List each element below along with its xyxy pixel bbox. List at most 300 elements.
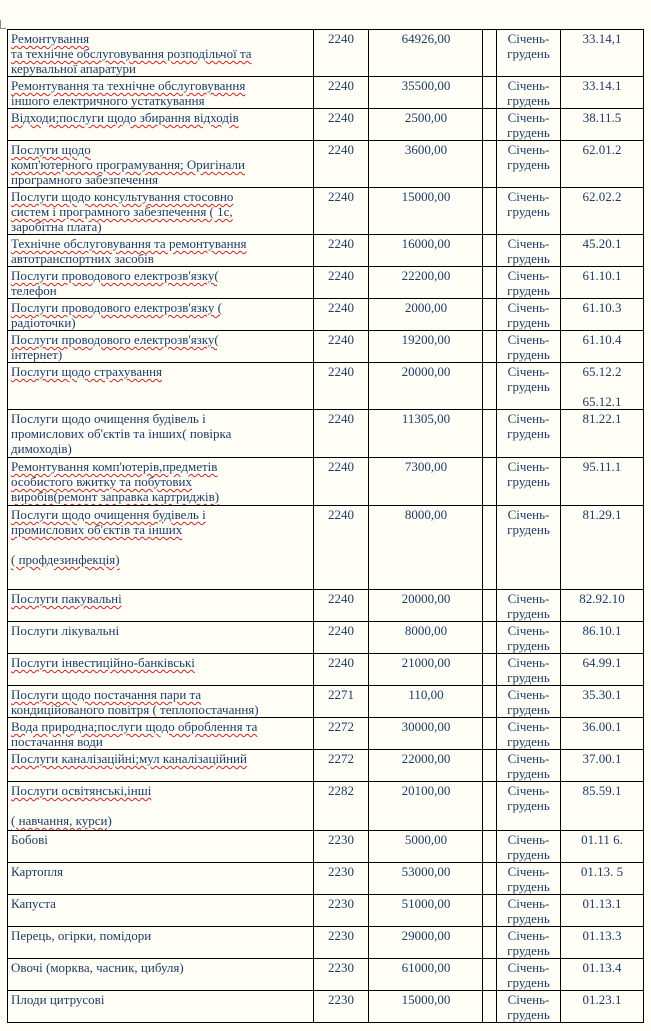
- period-cell-line: грудень: [507, 638, 550, 653]
- period-cell-line: грудень: [507, 93, 550, 108]
- empty-cell: [483, 363, 496, 410]
- item-name-cell: [8, 590, 314, 622]
- period-cell-line: Січень-: [507, 411, 550, 426]
- kekv-code-cell: 2240: [313, 458, 369, 506]
- empty-cell: [483, 782, 496, 831]
- kekv-code-cell: 2282: [313, 782, 369, 831]
- amount-cell: 11305,00: [369, 410, 483, 458]
- table-row: [8, 718, 644, 750]
- period-cell-line: Січень-: [507, 189, 550, 204]
- kekv-code-cell: 2240: [313, 267, 369, 299]
- item-name-cell-line: Послуги щодо страхування: [11, 364, 163, 379]
- item-name-cell-line: [11, 798, 310, 813]
- amount-cell: 22000,00: [369, 750, 483, 782]
- table-row: [8, 506, 644, 590]
- empty-cell: [483, 235, 496, 267]
- amount-cell: 22200,00: [369, 267, 483, 299]
- item-name-cell-line: Послуги інвестиційно-банківські: [11, 655, 195, 670]
- period-cell-line: Січень-: [507, 783, 550, 798]
- amount-cell: 35500,00: [369, 77, 483, 109]
- table-row: [8, 590, 644, 622]
- kekv-code-cell: 2240: [313, 109, 369, 141]
- period-cell-line: Січень-: [507, 31, 550, 46]
- table-row: [8, 959, 644, 991]
- item-name-cell-line: Послуги проводового електрозв'язку (: [11, 300, 223, 315]
- empty-cell: [483, 686, 496, 718]
- period-cell: [496, 458, 560, 506]
- period-cell: [496, 590, 560, 622]
- classifier-code-cell-line: [564, 379, 640, 394]
- amount-cell: 2000,00: [369, 299, 483, 331]
- period-cell-line: Січень-: [507, 960, 550, 975]
- table-row: [8, 77, 644, 109]
- classifier-code-cell-line: 36.00.1: [582, 719, 622, 734]
- classifier-code-cell: [561, 927, 644, 959]
- period-cell: [496, 141, 560, 188]
- item-name-cell: [8, 959, 314, 991]
- classifier-code-cell: [561, 750, 644, 782]
- kekv-code-cell: 2240: [313, 188, 369, 235]
- period-cell-line: грудень: [507, 1007, 550, 1022]
- table-row: [8, 331, 644, 363]
- kekv-code-cell: 2230: [313, 831, 369, 863]
- table-row: [8, 235, 644, 267]
- period-cell: [496, 991, 560, 1023]
- kekv-code-cell: 2240: [313, 590, 369, 622]
- period-cell: [496, 622, 560, 654]
- kekv-code-cell: 2240: [313, 506, 369, 590]
- item-name-cell: [8, 30, 314, 77]
- item-name-cell: [8, 299, 314, 331]
- item-name-cell-line: програмного забезпечення: [11, 172, 159, 187]
- classifier-code-cell-line: 01.13.1: [582, 896, 622, 911]
- empty-cell: [483, 299, 496, 331]
- period-cell-line: Січень-: [507, 751, 550, 766]
- kekv-code-cell: 2230: [313, 863, 369, 895]
- item-name-cell: [8, 458, 314, 506]
- kekv-code-cell: 2230: [313, 991, 369, 1023]
- classifier-code-cell: [561, 141, 644, 188]
- period-cell-line: грудень: [507, 474, 550, 489]
- amount-cell: 8000,00: [369, 506, 483, 590]
- item-name-cell-line: телефон: [11, 283, 57, 298]
- kekv-code-cell: 2240: [313, 235, 369, 267]
- amount-cell: 29000,00: [369, 927, 483, 959]
- table-row: [8, 927, 644, 959]
- item-name-cell: [8, 622, 314, 654]
- empty-cell: [483, 410, 496, 458]
- amount-cell: 7300,00: [369, 458, 483, 506]
- item-name-cell-line: Картопля: [11, 864, 64, 879]
- item-name-cell-line: димоходів): [11, 441, 72, 456]
- item-name-cell-line: Послуги лікувальні: [11, 623, 120, 638]
- empty-cell: [483, 77, 496, 109]
- amount-cell: 20000,00: [369, 590, 483, 622]
- classifier-code-cell-line: 62.01.2: [582, 142, 622, 157]
- item-name-cell-line: [11, 537, 310, 552]
- period-cell-line: Січень-: [507, 364, 550, 379]
- kekv-code-cell: 2240: [313, 77, 369, 109]
- empty-cell: [483, 718, 496, 750]
- table-row: [8, 267, 644, 299]
- classifier-code-cell: [561, 458, 644, 506]
- period-cell-line: грудень: [507, 766, 550, 781]
- period-cell-line: Січень-: [507, 268, 550, 283]
- table-row: [8, 410, 644, 458]
- classifier-code-cell: [561, 299, 644, 331]
- item-name-cell: [8, 863, 314, 895]
- item-name-cell-line: Послуги щодо постачання пари та: [11, 687, 202, 702]
- kekv-code-cell: 2240: [313, 299, 369, 331]
- amount-cell: 21000,00: [369, 654, 483, 686]
- period-cell: [496, 686, 560, 718]
- classifier-code-cell-line: 33.14.1: [582, 78, 622, 93]
- table-row: [8, 363, 644, 410]
- empty-cell: [483, 750, 496, 782]
- kekv-code-cell: 2272: [313, 750, 369, 782]
- classifier-code-cell-line: 01.13.4: [582, 960, 622, 975]
- item-name-cell-line: автотранспортних засобів: [11, 251, 154, 266]
- item-name-cell-line: Перець, огірки, помідори: [11, 928, 152, 943]
- empty-cell: [483, 590, 496, 622]
- empty-cell: [483, 622, 496, 654]
- period-cell-line: грудень: [507, 975, 550, 990]
- period-cell: [496, 654, 560, 686]
- classifier-code-cell: [561, 30, 644, 77]
- classifier-code-cell-line: 45.20.1: [582, 236, 622, 251]
- amount-cell: 20000,00: [369, 363, 483, 410]
- classifier-code-cell-line: 65.12.2: [582, 364, 622, 379]
- classifier-code-cell: [561, 363, 644, 410]
- period-cell-line: грудень: [507, 204, 550, 219]
- classifier-code-cell-line: 01.13.3: [582, 928, 622, 943]
- classifier-code-cell: [561, 267, 644, 299]
- period-cell-line: Січень-: [507, 110, 550, 125]
- item-name-cell-line: Ремонтування та технічне обслуговування: [11, 78, 246, 93]
- item-name-cell: [8, 235, 314, 267]
- item-name-cell: [8, 718, 314, 750]
- table-row: [8, 299, 644, 331]
- kekv-code-cell: 2240: [313, 141, 369, 188]
- classifier-code-cell-line: 62.02.2: [582, 189, 622, 204]
- item-name-cell: [8, 267, 314, 299]
- period-cell: [496, 895, 560, 927]
- item-name-cell-line: Послуги проводового електрозв'язку(: [11, 332, 219, 347]
- table-row: [8, 141, 644, 188]
- period-cell: [496, 750, 560, 782]
- kekv-code-cell: 2240: [313, 30, 369, 77]
- item-name-cell-line: Ремонтування комп'ютерів,предметів: [11, 459, 218, 474]
- amount-cell: 53000,00: [369, 863, 483, 895]
- item-name-cell-line: Послуги каналізаційні;мул каналізаційний: [11, 751, 247, 766]
- kekv-code-cell: 2240: [313, 331, 369, 363]
- period-cell: [496, 831, 560, 863]
- item-name-cell: [8, 654, 314, 686]
- kekv-code-cell: 2272: [313, 718, 369, 750]
- table-row: [8, 30, 644, 77]
- period-cell: [496, 718, 560, 750]
- item-name-cell-line: систем і програмного забезпечення ( 1с,: [11, 204, 233, 219]
- item-name-cell: [8, 895, 314, 927]
- empty-cell: [483, 863, 496, 895]
- item-name-cell-line: радіоточки): [11, 315, 76, 330]
- period-cell: [496, 30, 560, 77]
- item-name-cell: [8, 831, 314, 863]
- item-name-cell-line: промислових об'єктів та інших: [11, 522, 183, 537]
- period-cell-line: Січень-: [507, 78, 550, 93]
- period-cell-line: грудень: [507, 157, 550, 172]
- amount-cell: 16000,00: [369, 235, 483, 267]
- classifier-code-cell-line: 01.11 6.: [581, 832, 623, 847]
- period-cell-line: грудень: [507, 879, 550, 894]
- amount-cell: 110,00: [369, 686, 483, 718]
- table-row: [8, 654, 644, 686]
- period-cell-line: грудень: [507, 379, 550, 394]
- table-row: [8, 686, 644, 718]
- margin-corner-mark: [0, 20, 6, 29]
- item-name-cell-line: Послуги щодо консультування стосовно: [11, 189, 234, 204]
- kekv-code-cell: 2230: [313, 959, 369, 991]
- classifier-code-cell: [561, 506, 644, 590]
- period-cell-line: Січень-: [507, 655, 550, 670]
- item-name-cell-line: та технічне обслуговування розподільчої та: [11, 46, 252, 61]
- period-cell-line: грудень: [507, 315, 550, 330]
- empty-cell: [483, 831, 496, 863]
- table-row: [8, 991, 644, 1023]
- empty-cell: [483, 331, 496, 363]
- table-row: [8, 109, 644, 141]
- period-cell-line: Січень-: [507, 236, 550, 251]
- classifier-code-cell-line: 81.29.1: [582, 507, 622, 522]
- period-cell: [496, 506, 560, 590]
- item-name-cell-line: Послуги пакувальні: [11, 591, 122, 606]
- item-name-cell-line: Технічне обслуговування та ремонтування: [11, 236, 247, 251]
- classifier-code-cell: [561, 991, 644, 1023]
- item-name-cell-line: Послуги освітянські,інші: [11, 783, 152, 798]
- item-name-cell: [8, 141, 314, 188]
- item-name-cell-line: Вода природна;послуги щодо оброблення та: [11, 719, 258, 734]
- item-name-cell: [8, 991, 314, 1023]
- amount-cell: 19200,00: [369, 331, 483, 363]
- classifier-code-cell: [561, 831, 644, 863]
- period-cell-line: Січень-: [507, 591, 550, 606]
- period-cell: [496, 782, 560, 831]
- item-name-cell-line: ( профдезинфекція): [11, 552, 120, 567]
- period-cell-line: Січень-: [507, 300, 550, 315]
- period-cell-line: грудень: [507, 798, 550, 813]
- table-row: [8, 188, 644, 235]
- period-cell: [496, 410, 560, 458]
- kekv-code-cell: 2240: [313, 654, 369, 686]
- item-name-cell-line: інтернет): [11, 347, 63, 362]
- item-name-cell-line: іншого електричного устаткування: [11, 93, 205, 108]
- item-name-cell: [8, 750, 314, 782]
- classifier-code-cell-line: 33.14,1: [582, 31, 622, 46]
- amount-cell: 30000,00: [369, 718, 483, 750]
- empty-cell: [483, 991, 496, 1023]
- period-cell-line: грудень: [507, 426, 550, 441]
- classifier-code-cell: [561, 590, 644, 622]
- item-name-cell: [8, 927, 314, 959]
- classifier-code-cell: [561, 654, 644, 686]
- item-name-cell-line: постачання води: [11, 734, 103, 749]
- item-name-cell: [8, 363, 314, 410]
- period-cell-line: грудень: [507, 46, 550, 61]
- item-name-cell-line: Послуги щодо очищення будівель і: [11, 411, 206, 426]
- item-name-cell: [8, 331, 314, 363]
- period-cell-line: грудень: [507, 522, 550, 537]
- empty-cell: [483, 959, 496, 991]
- classifier-code-cell-line: 61.10.3: [582, 300, 622, 315]
- item-name-cell-line: Капуста: [11, 896, 56, 911]
- item-name-cell-line: Послуги проводового електрозв'язку(: [11, 268, 219, 283]
- period-cell-line: Січень-: [507, 332, 550, 347]
- period-cell: [496, 863, 560, 895]
- period-cell-line: грудень: [507, 606, 550, 621]
- period-cell: [496, 77, 560, 109]
- classifier-code-cell-line: 01.23.1: [582, 992, 622, 1007]
- table-row: [8, 782, 644, 831]
- period-cell-line: грудень: [507, 911, 550, 926]
- period-cell-line: Січень-: [507, 142, 550, 157]
- period-cell-line: Січень-: [507, 623, 550, 638]
- item-name-cell-line: Послуги щодо очищення будівель і: [11, 507, 206, 522]
- table-row: [8, 831, 644, 863]
- item-name-cell-line: [11, 567, 310, 582]
- amount-cell: 51000,00: [369, 895, 483, 927]
- amount-cell: 64926,00: [369, 30, 483, 77]
- amount-cell: 8000,00: [369, 622, 483, 654]
- empty-cell: [483, 927, 496, 959]
- item-name-cell: [8, 686, 314, 718]
- item-name-cell: [8, 109, 314, 141]
- classifier-code-cell-line: 61.10.1: [582, 268, 622, 283]
- item-name-cell-line: Послуги щодо: [11, 142, 91, 157]
- classifier-code-cell: [561, 331, 644, 363]
- period-cell-line: грудень: [507, 734, 550, 749]
- classifier-code-cell-line: 85.59.1: [582, 783, 622, 798]
- classifier-code-cell: [561, 622, 644, 654]
- empty-cell: [483, 895, 496, 927]
- empty-cell: [483, 267, 496, 299]
- period-cell: [496, 267, 560, 299]
- classifier-code-cell: [561, 782, 644, 831]
- amount-cell: 61000,00: [369, 959, 483, 991]
- period-cell-line: Січень-: [507, 992, 550, 1007]
- item-name-cell-line: Плоди цитрусові: [11, 992, 105, 1007]
- classifier-code-cell-line: 01.13. 5: [580, 864, 624, 879]
- classifier-code-cell: [561, 686, 644, 718]
- empty-cell: [483, 141, 496, 188]
- amount-cell: 20100,00: [369, 782, 483, 831]
- classifier-code-cell: [561, 77, 644, 109]
- item-name-cell: [8, 188, 314, 235]
- item-name-cell-line: керувальної апаратури: [11, 61, 136, 76]
- classifier-code-cell-line: 35.30.1: [582, 687, 622, 702]
- period-cell-line: грудень: [507, 702, 550, 717]
- period-cell: [496, 299, 560, 331]
- classifier-code-cell-line: 64.99.1: [582, 655, 622, 670]
- period-cell-line: грудень: [507, 670, 550, 685]
- amount-cell: 15000,00: [369, 991, 483, 1023]
- item-name-cell-line: промислових об'єктів та інших( повірка: [11, 426, 232, 441]
- table-row: [8, 895, 644, 927]
- amount-cell: 3600,00: [369, 141, 483, 188]
- empty-cell: [483, 109, 496, 141]
- classifier-code-cell: [561, 718, 644, 750]
- period-cell-line: Січень-: [507, 896, 550, 911]
- empty-cell: [483, 458, 496, 506]
- classifier-code-cell-line: 37.00.1: [582, 751, 622, 766]
- period-cell: [496, 331, 560, 363]
- classifier-code-cell: [561, 959, 644, 991]
- item-name-cell-line: заробітна плата): [11, 219, 102, 234]
- item-name-cell-line: ( навчання, курси): [11, 813, 112, 828]
- period-cell-line: Січень-: [507, 507, 550, 522]
- item-name-cell-line: Бобові: [11, 832, 48, 847]
- kekv-code-cell: 2230: [313, 927, 369, 959]
- classifier-code-cell: [561, 235, 644, 267]
- kekv-code-cell: 2240: [313, 410, 369, 458]
- empty-cell: [483, 654, 496, 686]
- procurement-table: [7, 29, 644, 1023]
- item-name-cell: [8, 410, 314, 458]
- kekv-code-cell: 2240: [313, 363, 369, 410]
- classifier-code-cell-line: 61.10.4: [582, 332, 622, 347]
- period-cell-line: грудень: [507, 943, 550, 958]
- classifier-code-cell-line: 95.11.1: [582, 459, 622, 474]
- amount-cell: 2500,00: [369, 109, 483, 141]
- kekv-code-cell: 2240: [313, 622, 369, 654]
- table-row: [8, 458, 644, 506]
- item-name-cell-line: кондиційованого повітря ( теплопостачання): [11, 702, 259, 717]
- period-cell-line: Січень-: [507, 459, 550, 474]
- amount-cell: 5000,00: [369, 831, 483, 863]
- classifier-code-cell-line: 81.22.1: [582, 411, 622, 426]
- item-name-cell-line: Відходи;послуги щодо збирання відходів: [11, 110, 239, 125]
- classifier-code-cell: [561, 863, 644, 895]
- period-cell: [496, 959, 560, 991]
- classifier-code-cell: [561, 895, 644, 927]
- period-cell: [496, 235, 560, 267]
- classifier-code-cell-line: 65.12.1: [582, 394, 622, 409]
- classifier-code-cell-line: 38.11.5: [582, 110, 622, 125]
- period-cell: [496, 188, 560, 235]
- period-cell-line: грудень: [507, 847, 550, 862]
- table-row: [8, 863, 644, 895]
- classifier-code-cell: [561, 109, 644, 141]
- item-name-cell-line: виробів(ремонт заправка картриджів): [11, 489, 220, 504]
- kekv-code-cell: 2271: [313, 686, 369, 718]
- classifier-code-cell: [561, 410, 644, 458]
- period-cell-line: Січень-: [507, 928, 550, 943]
- period-cell-line: Січень-: [507, 687, 550, 702]
- period-cell-line: грудень: [507, 251, 550, 266]
- table-row: [8, 622, 644, 654]
- item-name-cell: [8, 506, 314, 590]
- empty-cell: [483, 30, 496, 77]
- period-cell-line: Січень-: [507, 864, 550, 879]
- classifier-code-cell-line: 86.10.1: [582, 623, 622, 638]
- classifier-code-cell-line: 82.92.10: [579, 591, 625, 606]
- item-name-cell-line: особистого вжитку та побутових: [11, 474, 193, 489]
- period-cell: [496, 109, 560, 141]
- item-name-cell-line: Ремонтування: [11, 31, 90, 46]
- empty-cell: [483, 506, 496, 590]
- classifier-code-cell: [561, 188, 644, 235]
- period-cell-line: Січень-: [507, 719, 550, 734]
- item-name-cell-line: комп'ютерного програмування; Оригінали: [11, 157, 245, 172]
